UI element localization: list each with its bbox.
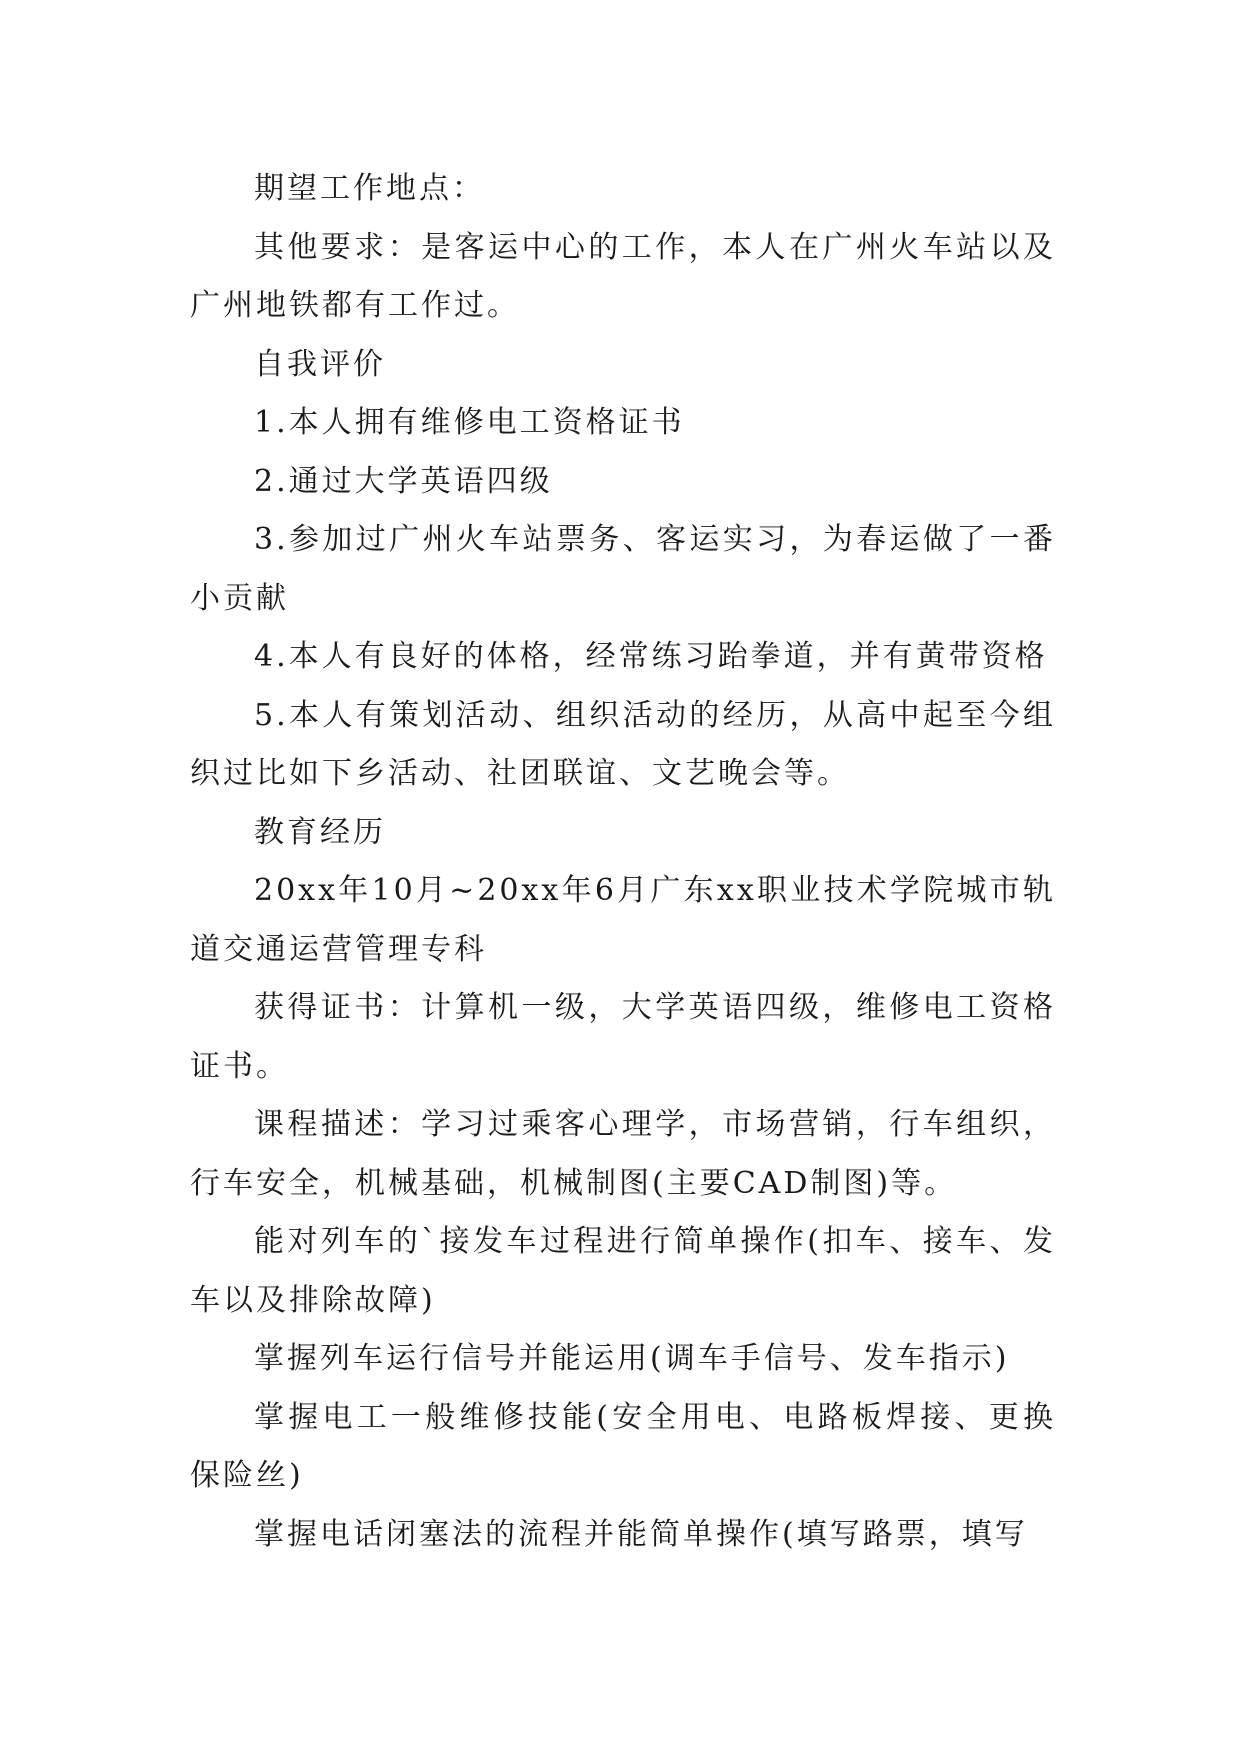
paragraph-other-requirements: 其他要求：是客运中心的工作，本人在广州火车站以及广州地铁都有工作过。 [190, 229, 1056, 323]
paragraph-course-description: 课程描述：学习过乘客心理学，市场营销，行车组织，行车安全，机械基础，机械制图(主要CAD制图)等。 [190, 1107, 1056, 1201]
heading-self-evaluation: 自我评价 [254, 346, 386, 382]
list-item: 3.参加过广州火车站票务、客运实习，为春运做了一番小贡献 [190, 522, 1056, 616]
list-item: 1.本人拥有维修电工资格证书 [254, 405, 685, 440]
list-item: 4.本人有良好的体格，经常练习跆拳道，并有黄带资格 [254, 639, 1048, 674]
paragraph-skill: 掌握电话闭塞法的流程并能简单操作(填写路票，填写 [254, 1516, 1028, 1552]
paragraph-skill: 掌握列车运行信号并能运用(调车手信号、发车指示) [254, 1341, 1010, 1376]
document-body [190, 160, 1056, 1564]
paragraph-education-period: 20xx年10月~20xx年6月广东xx职业技术学院城市轨道交通运营管理专科 [190, 873, 1056, 967]
paragraph-skill: 掌握电工一般维修技能(安全用电、电路板焊接、更换保险丝) [190, 1399, 1056, 1493]
paragraph-certificates: 获得证书：计算机一级，大学英语四级，维修电工资格证书。 [190, 990, 1056, 1084]
list-item: 2.通过大学英语四级 [254, 463, 553, 499]
heading-education: 教育经历 [254, 814, 386, 850]
paragraph-skill: 能对列车的`接发车过程进行简单操作(扣车、接车、发车以及排除故障) [190, 1224, 1056, 1318]
list-item: 5.本人有策划活动、组织活动的经历，从高中起至今组织过比如下乡活动、社团联谊、文艺晚会等。 [190, 697, 1056, 791]
paragraph-expected-location: 期望工作地点： [254, 171, 485, 206]
